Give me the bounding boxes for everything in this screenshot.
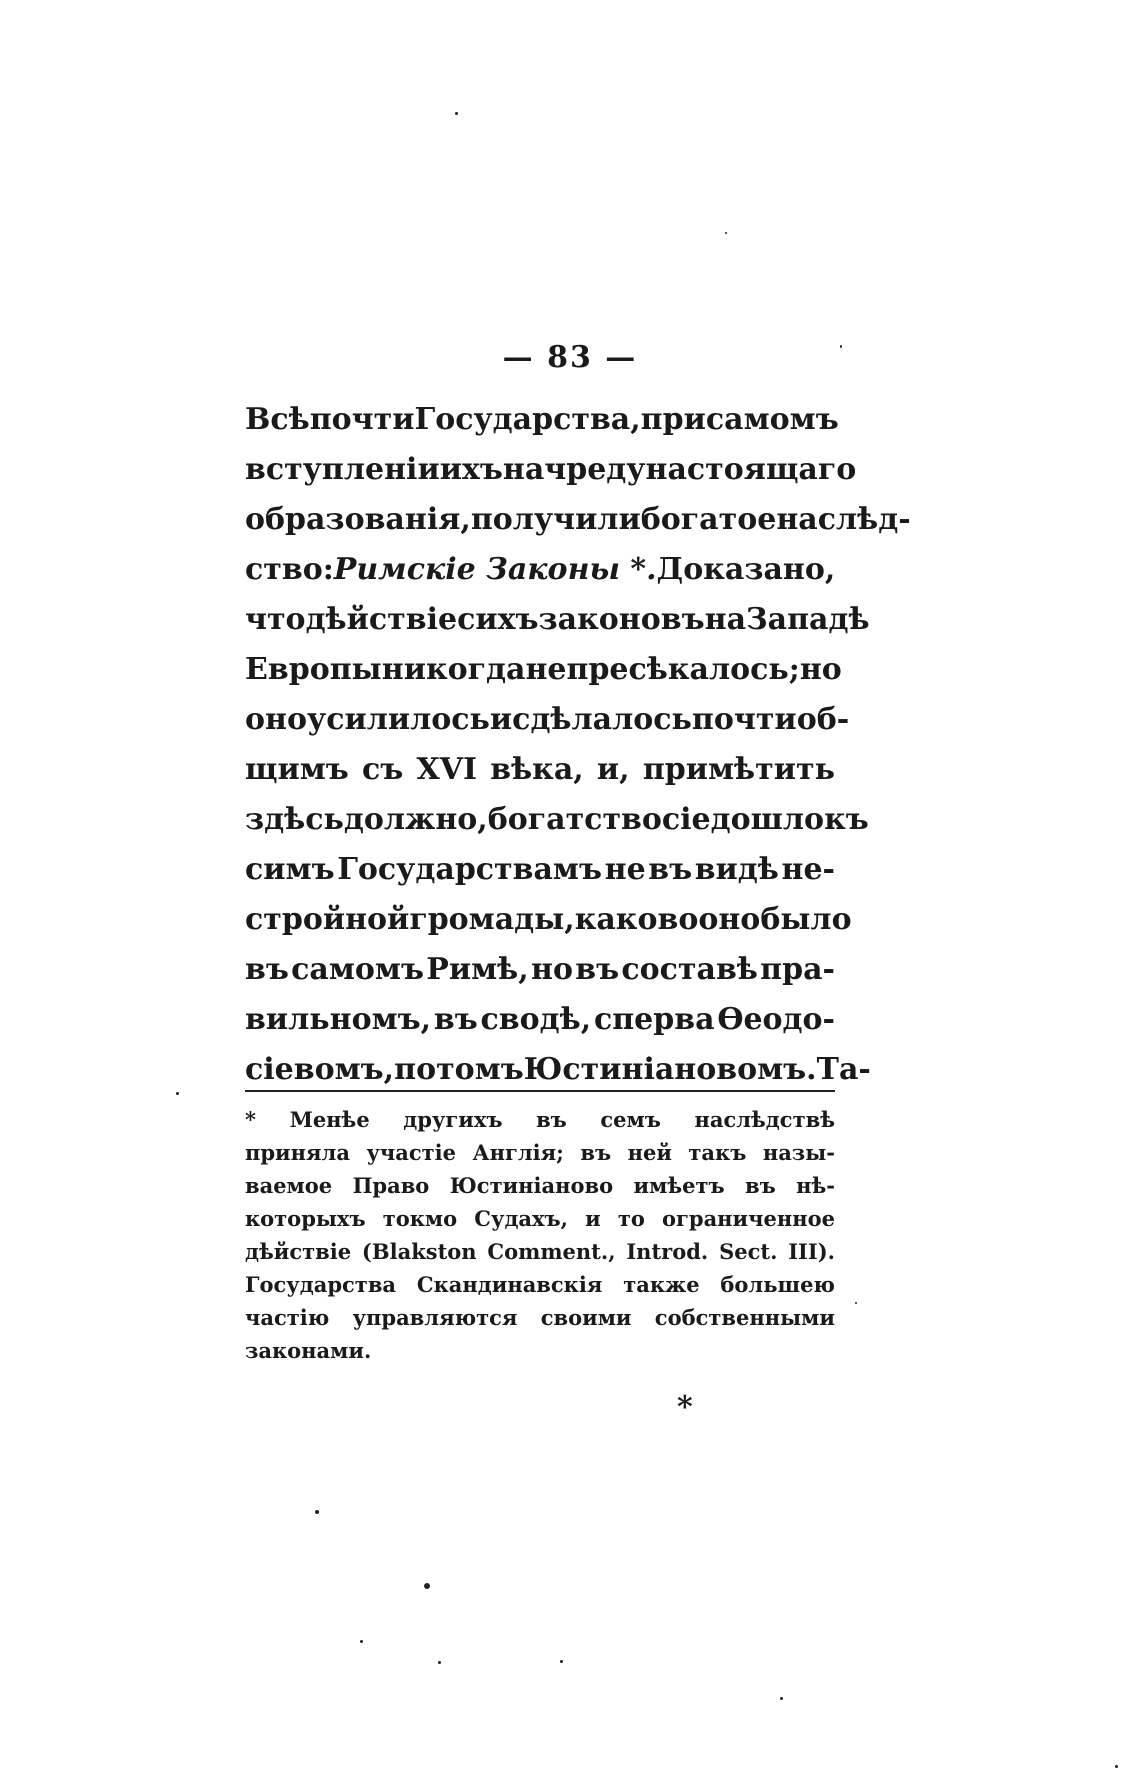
text-word: получили: [470, 502, 641, 537]
text-line: [245, 595, 870, 645]
footnote-word: въ: [745, 1173, 776, 1198]
text-word: вступленіи: [245, 452, 440, 487]
footnote-word: своими: [540, 1305, 632, 1330]
footnote-divider: [245, 1090, 835, 1092]
main-text: [245, 395, 911, 1095]
text-word: Государства,: [414, 402, 641, 437]
text-word: пра-: [760, 952, 835, 987]
footnote-word: ней: [627, 1140, 672, 1165]
footnote-line: [245, 1301, 835, 1334]
text-word: на: [502, 452, 545, 487]
footnote-word: Менѣе: [289, 1107, 370, 1132]
paper-speck: [560, 1660, 563, 1663]
text-word: самомъ: [291, 952, 424, 987]
text-word: богатство: [487, 802, 662, 837]
footnote-word: большею: [720, 1272, 835, 1297]
footnote-word: другихъ: [403, 1107, 503, 1132]
footnote-word: ограниченное: [662, 1206, 835, 1231]
text-word: не-: [781, 852, 835, 887]
text-word: что: [245, 602, 306, 637]
paper-speck: [855, 1302, 857, 1304]
text-word: ихъ: [439, 452, 503, 487]
footnote-line: [245, 1103, 835, 1136]
text-word: стройной: [245, 902, 410, 937]
footnote-word: семъ: [600, 1107, 661, 1132]
text-word: каково: [574, 902, 699, 937]
text-word: настоящаго: [645, 452, 857, 487]
text-word: сихъ: [457, 602, 539, 637]
footnote-line: [245, 1169, 835, 1202]
footnote-word: собственными: [654, 1305, 835, 1330]
text-word: и,: [596, 752, 630, 787]
footnote-word: въ: [536, 1107, 567, 1132]
footnote-line: [245, 1202, 835, 1235]
text-word: Всѣ: [245, 402, 310, 437]
footnote-word: такъ: [688, 1140, 747, 1165]
footnote-word: приняла: [245, 1140, 350, 1165]
text-word: видѣ: [694, 852, 779, 887]
text-word: сдѣлалось: [512, 702, 692, 737]
text-word: пресѣкалось;: [566, 652, 800, 687]
text-word: Государствамъ: [337, 852, 603, 887]
text-word: Римѣ,: [426, 952, 529, 987]
footnote-line: [245, 1334, 835, 1367]
footnote-line: [245, 1235, 835, 1268]
text-word: никогда: [381, 652, 526, 687]
text-word: вѣка,: [490, 752, 584, 787]
text-word: составѣ: [621, 952, 758, 987]
text-line: [245, 445, 857, 495]
text-word: было: [760, 902, 852, 937]
text-word: но: [799, 652, 842, 687]
text-word: Европы: [245, 652, 382, 687]
text-line: [245, 945, 835, 995]
footnote-word: назы-: [762, 1140, 835, 1165]
paper-speck: [840, 345, 842, 348]
text-line: [245, 995, 835, 1045]
text-word: Та-: [816, 1052, 871, 1087]
text-line: [245, 745, 835, 795]
text-line: [245, 1045, 871, 1095]
text-word: должно,: [343, 802, 488, 837]
footnote-word: Introd.: [626, 1239, 709, 1264]
text-word: дѣйствіе: [305, 602, 458, 637]
text-word: законовъ: [538, 602, 705, 637]
text-word: при: [640, 402, 706, 437]
text-word: и: [489, 702, 513, 737]
text-word: симъ: [245, 852, 335, 887]
text-word: но: [530, 952, 573, 987]
footnote-word: Англія;: [472, 1140, 564, 1165]
footnote-word: въ: [580, 1140, 612, 1165]
text-word: Ѳеодо-: [717, 1002, 835, 1037]
footnote-word: которыхъ: [245, 1206, 366, 1231]
footnote-word: *: [245, 1107, 256, 1132]
text-word: въ: [575, 952, 620, 987]
paper-speck: [438, 1661, 441, 1664]
footnote-word: Comment.,: [487, 1239, 616, 1264]
paper-speck: [455, 112, 458, 115]
text-word: вильномъ,: [245, 1002, 432, 1037]
text-line: [245, 495, 911, 545]
footnote-word: законами.: [245, 1338, 372, 1363]
footnote: [245, 1103, 835, 1367]
text-word: ство:: [245, 552, 334, 587]
text-word: самомъ: [705, 402, 839, 437]
paper-speck: [780, 1697, 783, 1700]
text-line: [245, 695, 850, 745]
footnote-word: Скандинавскія: [416, 1272, 603, 1297]
footnote-word: частію: [245, 1305, 330, 1330]
text-word: примѣтить: [642, 752, 835, 787]
text-word: громады,: [409, 902, 575, 937]
text-word: сводѣ,: [480, 1002, 592, 1037]
text-line: [245, 395, 839, 445]
text-word: не: [604, 852, 646, 887]
text-word: съ: [361, 752, 404, 787]
text-word: дошло: [710, 802, 825, 837]
footnote-word: Юстиніаново: [449, 1173, 614, 1198]
footnote-word: дѣйствіе: [245, 1239, 352, 1264]
footnote-word: Sect.: [719, 1239, 778, 1264]
text-word: сперва: [593, 1002, 715, 1037]
text-word: щимъ: [245, 752, 349, 787]
text-word: усилилось: [306, 702, 490, 737]
text-word: сіе: [661, 802, 711, 837]
footnote-line: [245, 1136, 835, 1169]
footnote-word: то: [617, 1206, 645, 1231]
text-word: потомъ: [394, 1052, 524, 1087]
text-word: Юстиніановомъ.: [523, 1052, 817, 1087]
text-word: почти: [691, 702, 797, 737]
footnote-word: Государства: [245, 1272, 397, 1297]
text-word: къ: [824, 802, 869, 837]
text-word: наслѣд-: [776, 502, 911, 537]
text-line: [245, 845, 835, 895]
text-word: почти: [309, 402, 415, 437]
text-word: въ: [245, 952, 289, 987]
text-word: богатое: [640, 502, 777, 537]
footnote-line: [245, 1268, 835, 1301]
text-word: чреду: [544, 452, 646, 487]
catchword: *: [677, 1390, 693, 1425]
text-word: въ: [648, 852, 693, 887]
paper-speck: [424, 1583, 430, 1589]
footnote-word: и: [585, 1206, 601, 1231]
footnote-word: управляются: [352, 1305, 518, 1330]
text-word: на: [704, 602, 747, 637]
footnote-word: участіе: [366, 1140, 456, 1165]
footnote-word: III).: [788, 1239, 835, 1264]
paper-speck: [176, 1092, 179, 1095]
text-word: не: [525, 652, 567, 687]
text-line: [245, 545, 835, 595]
text-word: образованія,: [245, 502, 471, 537]
text-word: XVI: [416, 752, 478, 787]
footnote-word: ваемое: [245, 1173, 333, 1198]
footnote-word: токмо: [382, 1206, 458, 1231]
text-word: здѣсь: [245, 802, 344, 837]
footnote-word: наслѣдствѣ: [694, 1107, 835, 1132]
text-word: об-: [796, 702, 850, 737]
text-word: сіевомъ,: [245, 1052, 395, 1087]
footnote-word: нѣ-: [796, 1173, 835, 1198]
text-word: Римскіе Законы *.: [333, 552, 657, 587]
text-line: [245, 895, 852, 945]
paper-speck: [1115, 1765, 1118, 1768]
page-number: — 83 —: [502, 340, 638, 375]
text-word: Доказано,: [656, 552, 836, 587]
text-line: [245, 795, 869, 845]
text-word: оно: [698, 902, 761, 937]
footnote-word: также: [623, 1272, 700, 1297]
text-word: въ: [433, 1002, 478, 1037]
paper-speck: [725, 232, 727, 234]
text-word: оно: [245, 702, 307, 737]
footnote-word: Право: [352, 1173, 430, 1198]
footnote-word: имѣетъ: [633, 1173, 725, 1198]
footnote-word: Судахъ,: [474, 1206, 568, 1231]
text-word: Западѣ: [746, 602, 870, 637]
footnote-word: (Blakston: [361, 1239, 477, 1264]
text-line: [245, 645, 842, 695]
paper-speck: [360, 1640, 363, 1643]
paper-speck: [315, 1510, 319, 1514]
